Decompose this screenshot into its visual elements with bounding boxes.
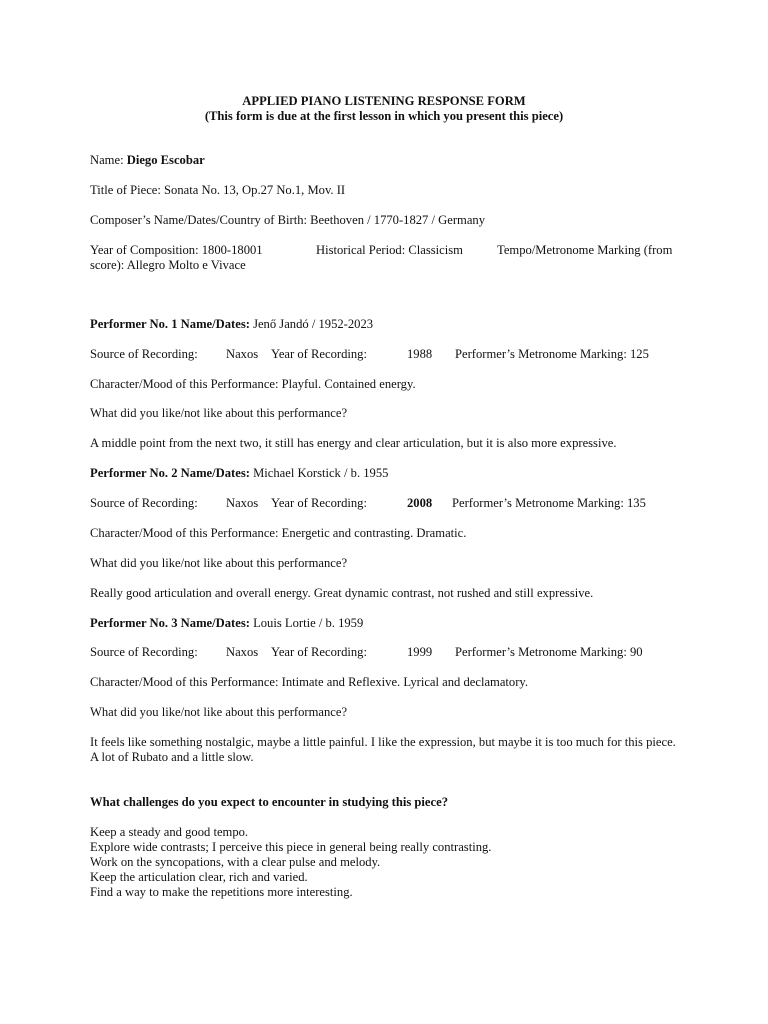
name-label: Name:	[90, 153, 127, 167]
performer-1-source-label: Source of Recording:	[90, 347, 198, 361]
challenges-question: What challenges do you expect to encounter in studying this piece?	[90, 795, 448, 809]
performer-2-question: What did you like/not like about this performance?	[90, 556, 348, 570]
performer-3-answer-line-1: It feels like something nostalgic, maybe a little painful. I like the expression, but maybe it is too much for this piece.	[90, 735, 676, 749]
performer-3-year: 1999	[407, 645, 433, 659]
performer-1-year: 1988	[407, 347, 433, 361]
performer-2-source: Naxos	[226, 496, 259, 510]
performer-3-question: What did you like/not like about this performance?	[90, 705, 348, 719]
performer-3-metronome: Performer’s Metronome Marking: 90	[455, 645, 643, 659]
performer-2-heading	[90, 466, 388, 481]
performer-1-metronome: Performer’s Metronome Marking: 125	[455, 347, 649, 361]
challenge-item: Work on the syncopations, with a clear pulse and melody.	[90, 855, 381, 869]
performer-3-year-label: Year of Recording:	[271, 645, 367, 659]
performer-1-heading	[90, 317, 373, 332]
performer-2-source-label: Source of Recording:	[90, 496, 198, 510]
performer-3-source-label: Source of Recording:	[90, 645, 198, 659]
form-title: APPLIED PIANO LISTENING RESPONSE FORM	[242, 94, 526, 108]
performer-1-label: Performer No. 1 Name/Dates:	[90, 317, 250, 331]
tempo-marking-b: score): Allegro Molto e Vivace	[90, 258, 246, 272]
performer-3-answer-line-2: A lot of Rubato and a little slow.	[90, 750, 254, 764]
performer-3-name: Louis Lortie / b. 1959	[249, 616, 364, 630]
performer-1-answer: A middle point from the next two, it still has energy and clear articulation, but it is also more expressive.	[90, 436, 617, 450]
performer-1-name: Jenő Jandó / 1952-2023	[249, 317, 374, 331]
tempo-marking-a: Tempo/Metronome Marking (from	[497, 243, 673, 257]
composer-line: Composer’s Name/Dates/Country of Birth: Beethoven / 1770-1827 / Germany	[90, 213, 486, 227]
form-subtitle: (This form is due at the first lesson in which you present this piece)	[204, 109, 564, 123]
performer-2-year-label: Year of Recording:	[271, 496, 367, 510]
performer-2-year: 2008	[407, 496, 433, 510]
performer-2-label: Performer No. 2 Name/Dates:	[90, 466, 250, 480]
performer-1-question: What did you like/not like about this performance?	[90, 406, 348, 420]
piece-title-line: Title of Piece: Sonata No. 13, Op.27 No.1, Mov. II	[90, 183, 346, 197]
performer-2-name: Michael Korstick / b. 1955	[249, 466, 389, 480]
name-line	[90, 153, 205, 168]
performer-2-metronome: Performer’s Metronome Marking: 135	[452, 496, 646, 510]
challenge-item: Explore wide contrasts; I perceive this piece in general being really contrasting.	[90, 840, 492, 854]
performer-1-year-label: Year of Recording:	[271, 347, 367, 361]
performer-3-source: Naxos	[226, 645, 259, 659]
name-value: Diego Escobar	[126, 153, 205, 167]
performer-2-mood: Character/Mood of this Performance: Energetic and contrasting. Dramatic.	[90, 526, 467, 540]
performer-3-label: Performer No. 3 Name/Dates:	[90, 616, 250, 630]
performer-1-mood: Character/Mood of this Performance: Playful. Contained energy.	[90, 377, 416, 391]
performer-3-heading	[90, 616, 363, 631]
challenge-item: Keep the articulation clear, rich and varied.	[90, 870, 308, 884]
historical-period: Historical Period: Classicism	[316, 243, 463, 257]
challenge-item: Keep a steady and good tempo.	[90, 825, 249, 839]
performer-2-answer: Really good articulation and overall energy. Great dynamic contrast, not rushed and still expressive.	[90, 586, 594, 600]
performer-3-mood: Character/Mood of this Performance: Intimate and Reflexive. Lyrical and declamatory.	[90, 675, 529, 689]
composition-year: Year of Composition: 1800-18001	[90, 243, 263, 257]
challenge-item: Find a way to make the repetitions more interesting.	[90, 885, 353, 899]
performer-1-source: Naxos	[226, 347, 259, 361]
